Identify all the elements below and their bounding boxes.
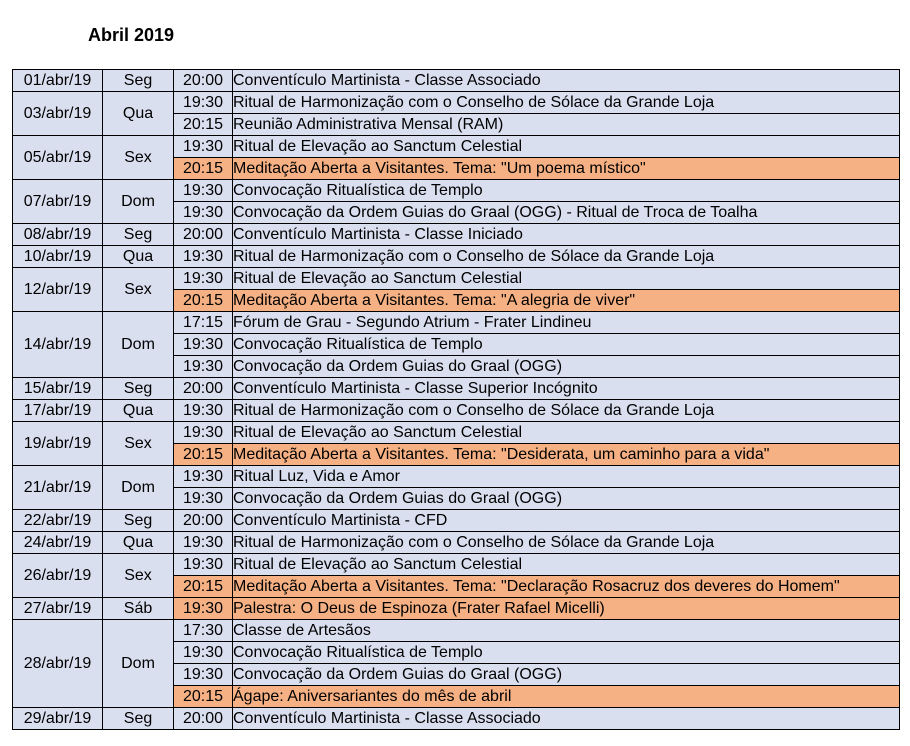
event-cell: Ágape: Aniversariantes do mês de abril [233, 686, 900, 708]
event-cell: Palestra: O Deus de Espinoza (Frater Rafael Micelli) [233, 598, 900, 620]
date-cell: 14/abr/19 [13, 312, 103, 378]
event-cell: Ritual de Elevação ao Sanctum Celestial [233, 136, 900, 158]
table-row [13, 180, 900, 202]
table-row [13, 70, 900, 92]
table-row [13, 532, 900, 554]
event-cell: Ritual de Harmonização com o Conselho de Sólace da Grande Loja [233, 246, 900, 268]
event-cell: Ritual de Elevação ao Sanctum Celestial [233, 422, 900, 444]
date-cell: 15/abr/19 [13, 378, 103, 400]
event-cell: Ritual de Harmonização com o Conselho de Sólace da Grande Loja [233, 400, 900, 422]
event-cell: Convocação Ritualística de Templo [233, 334, 900, 356]
table-row [13, 136, 900, 158]
table-row [13, 708, 900, 730]
time-cell: 19:30 [174, 554, 233, 576]
event-cell: Ritual de Harmonização com o Conselho de Sólace da Grande Loja [233, 92, 900, 114]
time-cell: 20:00 [174, 708, 233, 730]
time-cell: 17:30 [174, 620, 233, 642]
table-row [13, 312, 900, 334]
time-cell: 20:00 [174, 70, 233, 92]
date-cell: 12/abr/19 [13, 268, 103, 312]
weekday-cell: Sex [103, 422, 174, 466]
date-cell: 08/abr/19 [13, 224, 103, 246]
table-row [13, 620, 900, 642]
event-cell: Convocação da Ordem Guias do Graal (OGG) [233, 356, 900, 378]
table-row [13, 422, 900, 444]
time-cell: 19:30 [174, 334, 233, 356]
time-cell: 19:30 [174, 92, 233, 114]
date-cell: 29/abr/19 [13, 708, 103, 730]
time-cell: 19:30 [174, 532, 233, 554]
date-cell: 10/abr/19 [13, 246, 103, 268]
date-cell: 26/abr/19 [13, 554, 103, 598]
time-cell: 19:30 [174, 642, 233, 664]
event-cell: Convocação Ritualística de Templo [233, 180, 900, 202]
event-cell: Conventículo Martinista - Classe Superior Incógnito [233, 378, 900, 400]
table-row [13, 246, 900, 268]
event-cell: Convocação da Ordem Guias do Graal (OGG) [233, 488, 900, 510]
time-cell: 19:30 [174, 180, 233, 202]
weekday-cell: Seg [103, 70, 174, 92]
time-cell: 20:15 [174, 158, 233, 180]
time-cell: 17:15 [174, 312, 233, 334]
time-cell: 20:15 [174, 290, 233, 312]
event-cell: Convocação da Ordem Guias do Graal (OGG) - Ritual de Troca de Toalha [233, 202, 900, 224]
event-cell: Convocação da Ordem Guias do Graal (OGG) [233, 664, 900, 686]
time-cell: 20:00 [174, 510, 233, 532]
event-cell: Conventículo Martinista - Classe Associado [233, 708, 900, 730]
weekday-cell: Qua [103, 246, 174, 268]
table-row [13, 400, 900, 422]
event-cell: Ritual Luz, Vida e Amor [233, 466, 900, 488]
date-cell: 24/abr/19 [13, 532, 103, 554]
weekday-cell: Seg [103, 708, 174, 730]
date-cell: 27/abr/19 [13, 598, 103, 620]
table-row [13, 378, 900, 400]
time-cell: 20:00 [174, 224, 233, 246]
weekday-cell: Seg [103, 378, 174, 400]
time-cell: 19:30 [174, 598, 233, 620]
table-row [13, 92, 900, 114]
date-cell: 03/abr/19 [13, 92, 103, 136]
time-cell: 19:30 [174, 202, 233, 224]
time-cell: 19:30 [174, 400, 233, 422]
event-cell: Meditação Aberta a Visitantes. Tema: "Desiderata, um caminho para a vida" [233, 444, 900, 466]
event-cell: Conventículo Martinista - Classe Iniciado [233, 224, 900, 246]
table-row [13, 510, 900, 532]
schedule-table [12, 69, 900, 730]
weekday-cell: Seg [103, 224, 174, 246]
time-cell: 19:30 [174, 246, 233, 268]
time-cell: 19:30 [174, 356, 233, 378]
event-cell: Ritual de Elevação ao Sanctum Celestial [233, 268, 900, 290]
date-cell: 21/abr/19 [13, 466, 103, 510]
event-cell: Ritual de Elevação ao Sanctum Celestial [233, 554, 900, 576]
date-cell: 17/abr/19 [13, 400, 103, 422]
table-row [13, 554, 900, 576]
time-cell: 20:15 [174, 444, 233, 466]
date-cell: 28/abr/19 [13, 620, 103, 708]
event-cell: Classe de Artesãos [233, 620, 900, 642]
time-cell: 20:15 [174, 686, 233, 708]
time-cell: 20:15 [174, 576, 233, 598]
date-cell: 19/abr/19 [13, 422, 103, 466]
event-cell: Meditação Aberta a Visitantes. Tema: "A alegria de viver" [233, 290, 900, 312]
weekday-cell: Sáb [103, 598, 174, 620]
weekday-cell: Dom [103, 180, 174, 224]
table-row [13, 466, 900, 488]
event-cell: Reunião Administrativa Mensal (RAM) [233, 114, 900, 136]
weekday-cell: Seg [103, 510, 174, 532]
weekday-cell: Sex [103, 554, 174, 598]
time-cell: 19:30 [174, 422, 233, 444]
date-cell: 01/abr/19 [13, 70, 103, 92]
event-cell: Conventículo Martinista - Classe Associado [233, 70, 900, 92]
time-cell: 19:30 [174, 664, 233, 686]
date-cell: 07/abr/19 [13, 180, 103, 224]
time-cell: 20:00 [174, 378, 233, 400]
time-cell: 20:15 [174, 114, 233, 136]
weekday-cell: Qua [103, 532, 174, 554]
weekday-cell: Sex [103, 268, 174, 312]
event-cell: Meditação Aberta a Visitantes. Tema: "Declaração Rosacruz dos deveres do Homem" [233, 576, 900, 598]
event-cell: Fórum de Grau - Segundo Atrium - Frater Lindineu [233, 312, 900, 334]
time-cell: 19:30 [174, 268, 233, 290]
weekday-cell: Qua [103, 400, 174, 422]
date-cell: 22/abr/19 [13, 510, 103, 532]
schedule-body [13, 70, 900, 730]
table-row [13, 224, 900, 246]
time-cell: 19:30 [174, 136, 233, 158]
table-row [13, 268, 900, 290]
event-cell: Convocação Ritualística de Templo [233, 642, 900, 664]
weekday-cell: Dom [103, 466, 174, 510]
weekday-cell: Dom [103, 620, 174, 708]
event-cell: Conventículo Martinista - CFD [233, 510, 900, 532]
date-cell: 05/abr/19 [13, 136, 103, 180]
weekday-cell: Qua [103, 92, 174, 136]
table-row [13, 598, 900, 620]
weekday-cell: Dom [103, 312, 174, 378]
weekday-cell: Sex [103, 136, 174, 180]
page-title: Abril 2019 [88, 25, 175, 45]
event-cell: Ritual de Harmonização com o Conselho de Sólace da Grande Loja [233, 532, 900, 554]
event-cell: Meditação Aberta a Visitantes. Tema: "Um poema místico" [233, 158, 900, 180]
time-cell: 19:30 [174, 466, 233, 488]
time-cell: 19:30 [174, 488, 233, 510]
